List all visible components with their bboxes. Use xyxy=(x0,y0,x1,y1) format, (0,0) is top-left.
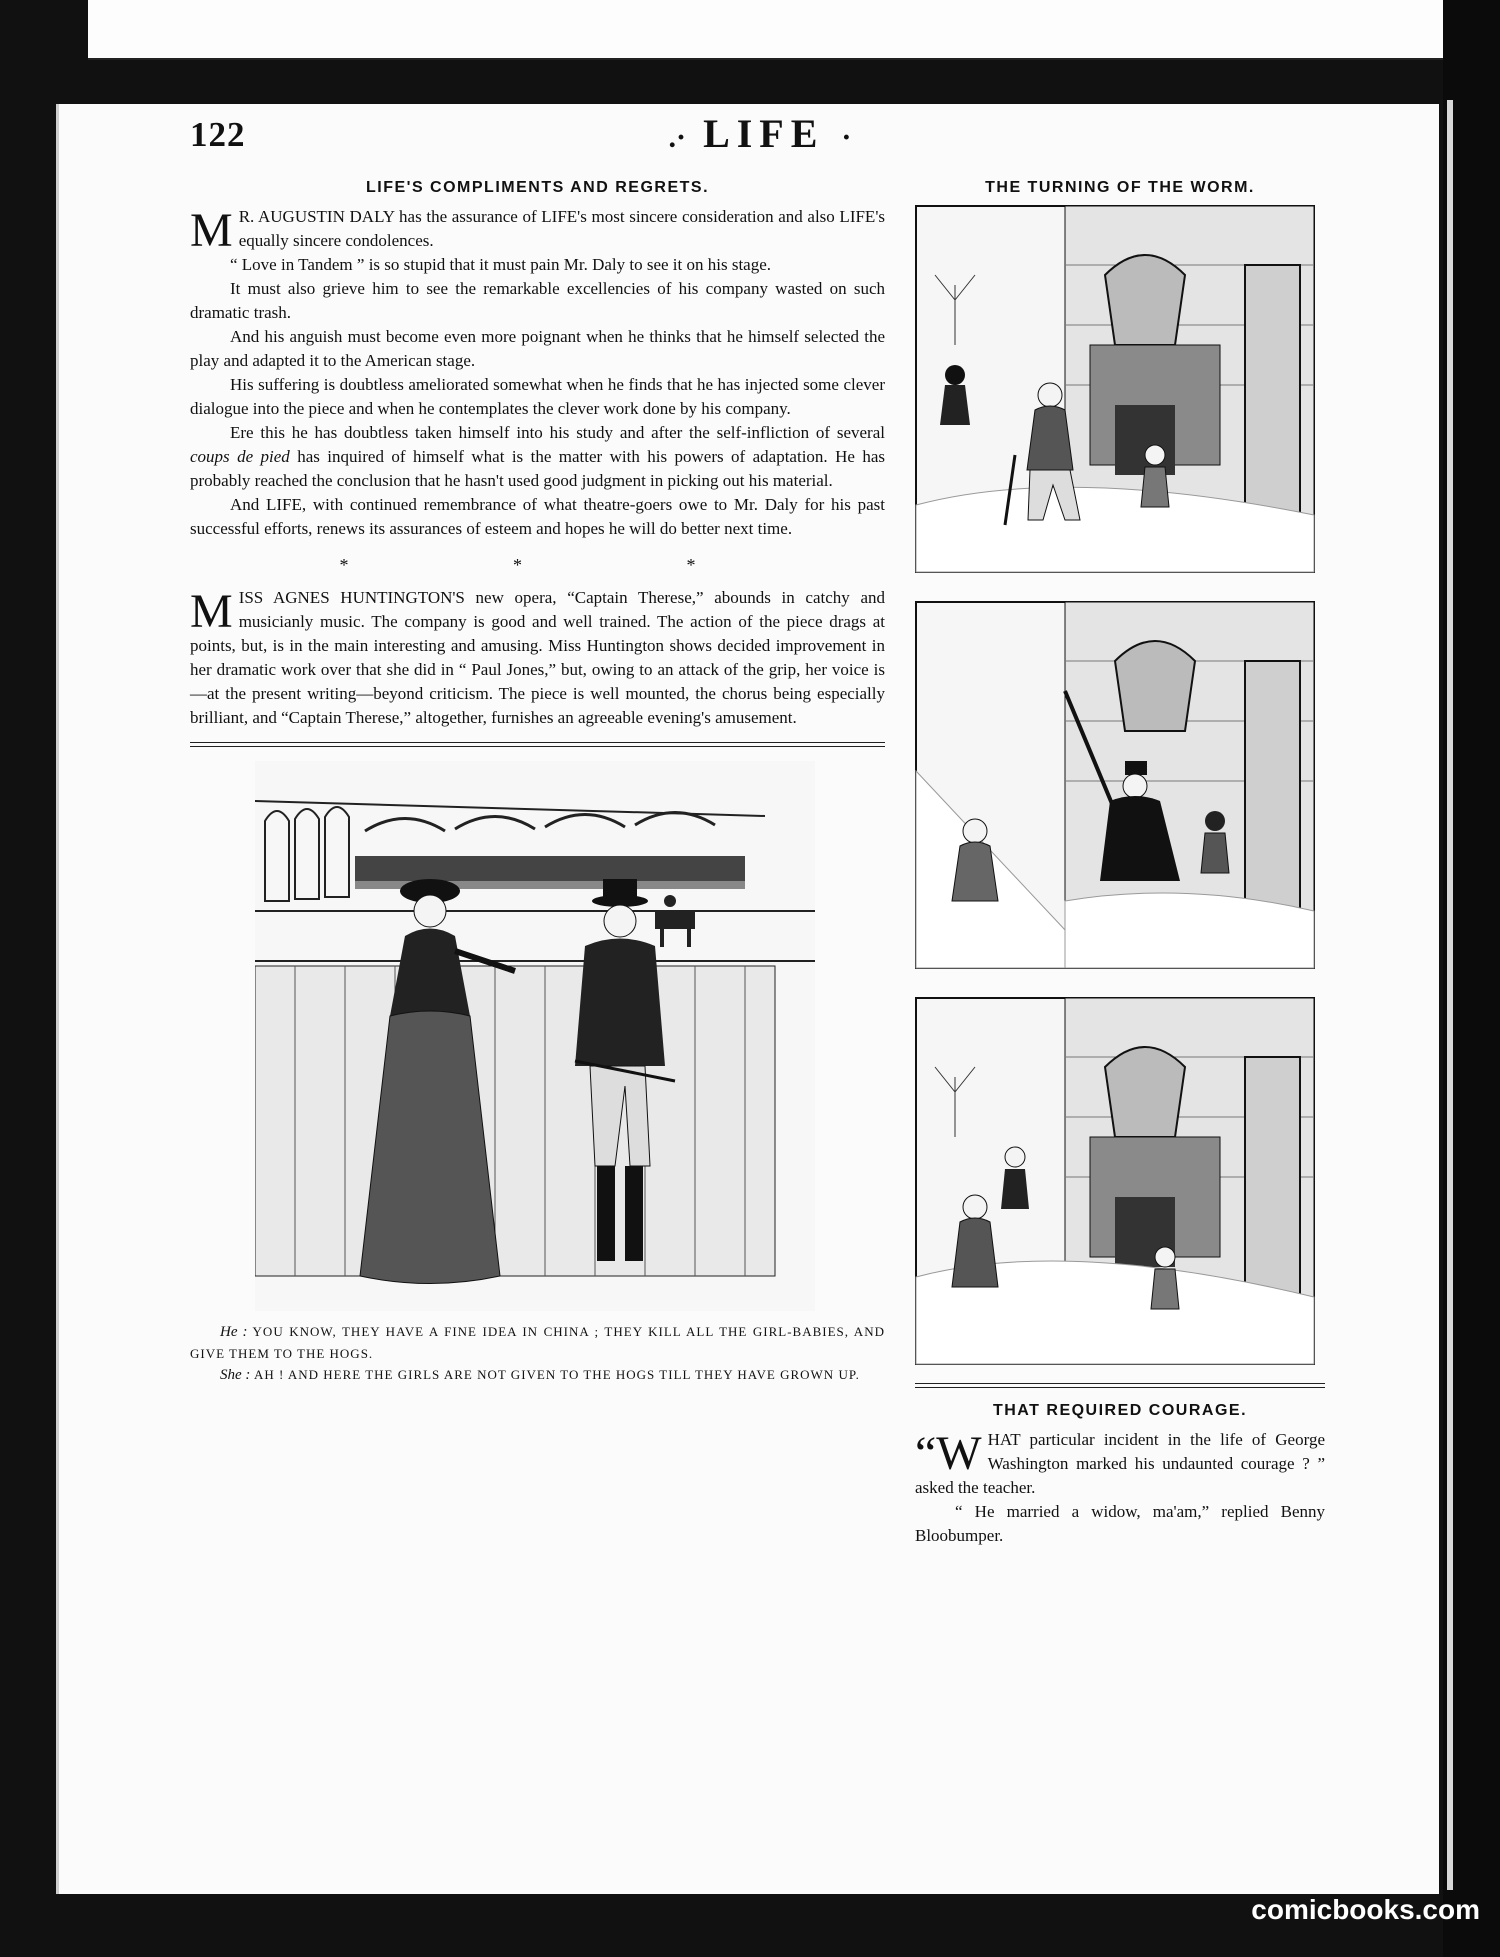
right-column xyxy=(915,175,1325,1548)
caption-text: YOU KNOW, THEY HAVE A FINE IDEA IN CHINA ; THEY KILL ALL THE GIRL-BABIES, AND GIVE THEM TO THE HOGS. xyxy=(190,1324,885,1361)
paragraph-text: ISS AGNES HUNTINGTON'S new opera, “Captain Therese,” abounds in catchy and musicianly music. The company is good and well trained. The action of the piece drags at points, but, is in the main interesting and amusing. Miss Huntington shows decided improvement in her dramatic work over that she did in “ Paul Jones,” but, owing to an attack of the grip, her voice is—at the present writing—beyond criticism. The piece is well mounted, the chorus being especially brilliant, and “Captain Therese,” altogether, furnishes an agreeable evening's amusement. xyxy=(190,588,885,727)
masthead xyxy=(640,110,880,157)
double-rule xyxy=(190,742,885,747)
article-paragraph xyxy=(190,421,885,493)
caption-speaker: He : xyxy=(220,1324,248,1340)
comic-panel-1 xyxy=(915,205,1325,573)
article-paragraph: It must also grieve him to see the remarkable excellencies of his company wasted on such dramatic trash. xyxy=(190,279,885,322)
watermark: comicbooks.com xyxy=(1251,1894,1480,1925)
article-paragraph xyxy=(190,586,885,730)
paragraph-text: Ere this he has doubtless taken himself into his study and after the self-infliction of several xyxy=(230,423,885,442)
masthead-dot-left: .· xyxy=(668,120,687,154)
article-paragraph xyxy=(190,204,885,257)
drop-cap: “W xyxy=(915,1427,982,1480)
left-column xyxy=(190,175,885,1386)
article-huntington xyxy=(190,586,885,730)
section-stars: * * * xyxy=(339,555,776,575)
comic-heading: THE TURNING OF THE WORM. xyxy=(985,179,1255,196)
article-paragraph: “ He married a widow, ma'am,” replied Benny Bloobumper. xyxy=(915,1502,1325,1545)
paragraph-text: HAT particular incident in the life of George Washington marked his undaunted courage ? ” asked the teacher. xyxy=(915,1430,1325,1497)
comic-panel-illustration xyxy=(915,205,1315,573)
cartoon-illustration xyxy=(255,761,815,1311)
comic-panel-illustration xyxy=(915,601,1315,969)
drop-cap: M xyxy=(190,585,233,638)
comic-panel-3 xyxy=(915,997,1325,1365)
article-compliments xyxy=(190,205,885,541)
article-paragraph: His suffering is doubtless ameliorated somewhat when he finds that he has injected some clever dialogue into the piece and when he contemplates the clever work done by his company. xyxy=(190,375,885,418)
article-courage xyxy=(915,1428,1325,1548)
masthead-title: LIFE xyxy=(703,111,825,156)
article-heading-courage: THAT REQUIRED COURAGE. xyxy=(992,1402,1248,1419)
page-number: 122 xyxy=(190,115,246,154)
article-paragraph: And LIFE, with continued remembrance of what theatre-goers owe to Mr. Daly for his past successful efforts, renews its assurances of esteem and hopes he will do better next time. xyxy=(190,495,885,538)
comic-panel-illustration xyxy=(915,997,1315,1365)
caption-text: AH ! AND HERE THE GIRLS ARE NOT GIVEN TO THE HOGS TILL THEY HAVE GROWN UP. xyxy=(253,1367,860,1382)
paragraph-text: has inquired of himself what is the matter with his powers of adaptation. He has probably reached the conclusion that he hasn't used good judgment in picking out his material. xyxy=(190,447,885,490)
drop-cap: M xyxy=(190,204,233,257)
italic-phrase: coups de pied xyxy=(190,447,290,466)
caption-line-he xyxy=(190,1321,885,1364)
paragraph-text: R. AUGUSTIN DALY has the assurance of LIFE's most sincere consideration and also LIFE's equally sincere condolences. xyxy=(238,207,885,250)
previous-page-edge xyxy=(88,0,1443,60)
article-heading-compliments: LIFE'S COMPLIMENTS AND REGRETS. xyxy=(365,179,710,196)
comic-panel-2 xyxy=(915,601,1325,969)
caption-speaker: She : xyxy=(220,1367,251,1383)
masthead-dot-right: · xyxy=(841,120,852,154)
next-page-edge xyxy=(1447,100,1453,1890)
article-paragraph: “ Love in Tandem ” is so stupid that it must pain Mr. Daly to see it on his stage. xyxy=(230,255,772,274)
article-paragraph xyxy=(915,1428,1325,1500)
article-paragraph: And his anguish must become even more poignant when he thinks that he himself selected the play and adapted it to the American stage. xyxy=(190,327,885,370)
double-rule xyxy=(915,1383,1325,1388)
caption-line-she xyxy=(190,1364,885,1386)
cartoon-caption xyxy=(190,1321,885,1386)
